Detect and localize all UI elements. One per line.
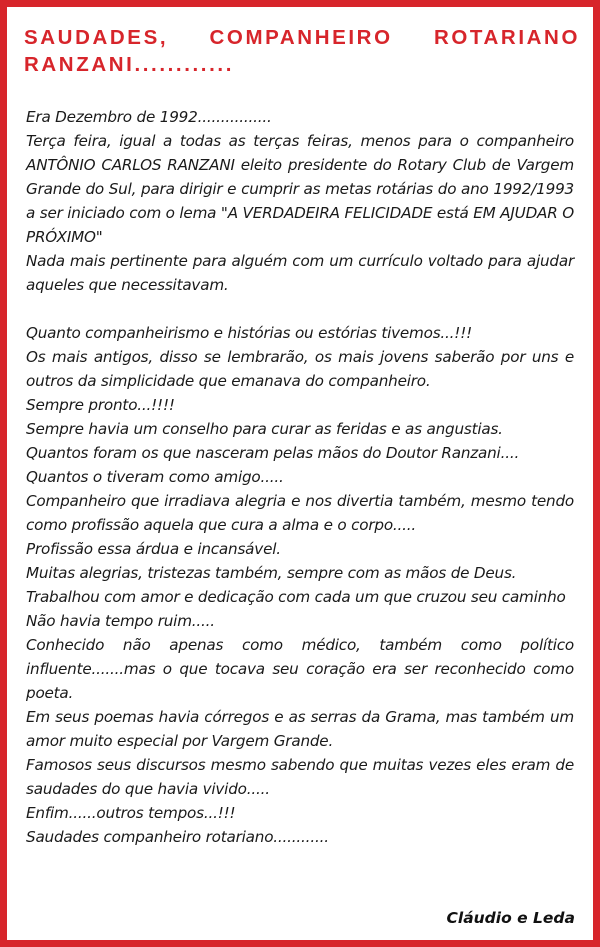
text-line: Trabalhou com amor e dedicação com cada um que cruzou seu caminho (26, 588, 566, 606)
text-line: Em seus poemas havia córregos e as serras da Grama, mas também um amor muito especial por Vargem Grande. (26, 708, 574, 750)
text-line: Famosos seus discursos mesmo sabendo que muitas vezes eles eram de saudades do que havia vivido..... (26, 756, 574, 798)
text-line: Sempre pronto...!!!! (26, 396, 175, 414)
paragraph-spacer (26, 297, 574, 321)
text-line: Não havia tempo ruim..... (26, 612, 215, 630)
text-line: Nada mais pertinente para alguém com um currículo voltado para ajudar aqueles que necessitavam. (26, 252, 574, 294)
text-line: Terça feira, igual a todas as terças feiras, menos para o companheiro ANTÔNIO CARLOS RANZANI eleito presidente do Rotary Club de Vargem Grande do Sul, para dirigir e cumprir as metas rotárias do ano 1992/1993 a ser iniciado com o lema "A VERDADEIRA FELICIDADE está EM AJUDAR O PRÓXIMO" (26, 132, 574, 246)
article-body (26, 105, 574, 849)
text-line: Enfim......outros tempos...!!! (26, 804, 236, 822)
text-line: Era Dezembro de 1992................ (26, 108, 272, 126)
text-line: Quanto companheirismo e histórias ou estórias tivemos...!!! (26, 324, 472, 342)
text-line: Sempre havia um conselho para curar as feridas e as angustias. (26, 420, 503, 438)
text-line: Os mais antigos, disso se lembrarão, os mais jovens saberão por uns e outros da simplicidade que emanava do companheiro. (26, 348, 574, 390)
text-line: Quantos o tiveram como amigo..... (26, 468, 284, 486)
text-line: Conhecido não apenas como médico, também como político influente.......mas o que tocava seu coração era ser reconhecido como poeta. (26, 636, 574, 702)
text-line: Profissão essa árdua e incansável. (26, 540, 281, 558)
signature: Cláudio e Leda (446, 909, 575, 927)
text-line: Muitas alegrias, tristezas também, sempre com as mãos de Deus. (26, 564, 517, 582)
text-line: Quantos foram os que nasceram pelas mãos do Doutor Ranzani.... (26, 444, 520, 462)
text-line: Companheiro que irradiava alegria e nos divertia também, mesmo tendo como profissão aquela que cura a alma e o corpo..... (26, 492, 574, 534)
text-line: Saudades companheiro rotariano............ (26, 828, 329, 846)
page-title: SAUDADES, COMPANHEIRO ROTARIANO RANZANI............ (24, 26, 580, 76)
